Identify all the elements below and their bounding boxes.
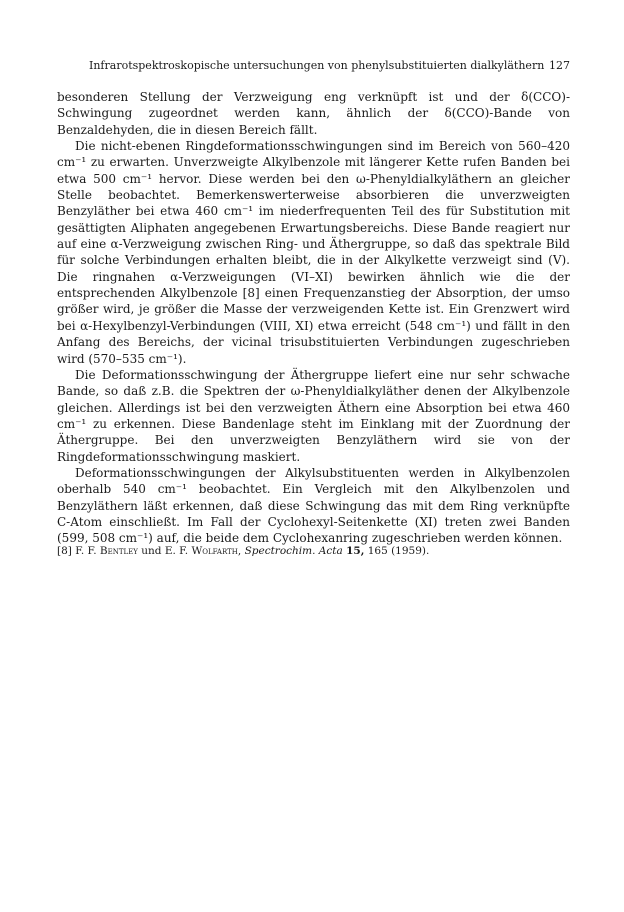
footnote-volume: 15, xyxy=(346,545,365,557)
paragraph-1: besonderen Stellung der Verzweigung eng verknüpft ist und der δ(CCO)-Schwingung zugeordnet werden kann, ähnlich der δ(CCO)-Bande von Benzaldehyden, die in diesen Bereich fällt. xyxy=(57,90,570,137)
footnote-pages-year: 165 (1959). xyxy=(367,545,430,557)
paragraph-2: Die nicht-ebenen Ringdeformationsschwingungen sind im Bereich von 560–420 cm⁻¹ zu erwarten. Unverzweigte Alkylbenzole mit längerer Kette rufen Banden bei etwa 500 cm⁻¹ hervor. Diese werden bei den ω-Phenyldialkyläthern an gleicher Stelle beobachtet. Bemerkenswerterweise absorbieren die unverzweigten Benzyläther bei etwa 460 cm⁻¹ im niederfrequenten Teil des für Substitution mit gesättigten Aliphaten angegebenen Erwartungsbereichs. Diese Bande reagiert nur auf eine α-Verzweigung zwischen Ring- und Äthergruppe, so daß das spektrale Bild für solche Verbindungen erhalten bleibt, die in der Alkylkette verzweigt sind (V). Die ringnahen α-Verzweigungen (VI–XI) bewirken ähnlich wie die der entsprechenden Alkylbenzole [8] einen Frequenzanstieg der Absorption, der umso größer wird, je größer die Masse der verzweigenden Kette ist. Ein Grenzwert wird bei α-Hexylbenzyl-Verbindungen (VIII, XI) etwa erreicht (548 cm⁻¹) und fällt in den Anfang des Bereichs, der vicinal trisubstituierten Verbindungen zugeschrieben wird (570–535 cm⁻¹). xyxy=(57,139,570,366)
footnote xyxy=(57,543,570,559)
running-title: Infrarotspektroskopische untersuchungen von phenylsubstituierten dialkyläthern xyxy=(89,59,545,72)
body-text xyxy=(57,89,570,547)
footnote-ref: [8] xyxy=(57,545,72,557)
page-number: 127 xyxy=(549,59,570,72)
footnote-and: und xyxy=(141,545,162,557)
running-header xyxy=(57,57,570,75)
footnote-author-1: F. F. Bentley xyxy=(75,545,138,557)
footnote-author-2: E. F. Wolfarth, xyxy=(164,545,242,557)
paragraph-4: Deformationsschwingungen der Alkylsubstituenten werden in Alkylbenzolen oberhalb 540 cm⁻¹ beobachtet. Ein Vergleich mit den Alkylbenzolen und Benzyläthern läßt erkennen, daß diese Schwingung das mit dem Ring verknüpfte C-Atom einschließt. Im Fall der Cyclohexyl-Seitenkette (XI) treten zwei Banden (599, 508 cm⁻¹) auf, die beide dem Cyclohexanring zugeschrieben werden können. xyxy=(57,465,570,546)
paragraph-3: Die Deformationsschwingung der Äthergruppe liefert eine nur sehr schwache Bande, so daß z.B. die Spektren der ω-Phenyldialkyläther denen der Alkylbenzole gleichen. Allerdings ist bei den verzweigten Äthern eine Absorption bei etwa 460 cm⁻¹ zu erkennen. Diese Bandenlage steht im Einklang mit der Zuordnung der Äthergruppe. Bei den unverzweigten Benzyläthern wird sie von der Ringdeformationsschwingung maskiert. xyxy=(57,367,570,464)
footnote-journal: Spectrochim. Acta xyxy=(244,545,343,557)
